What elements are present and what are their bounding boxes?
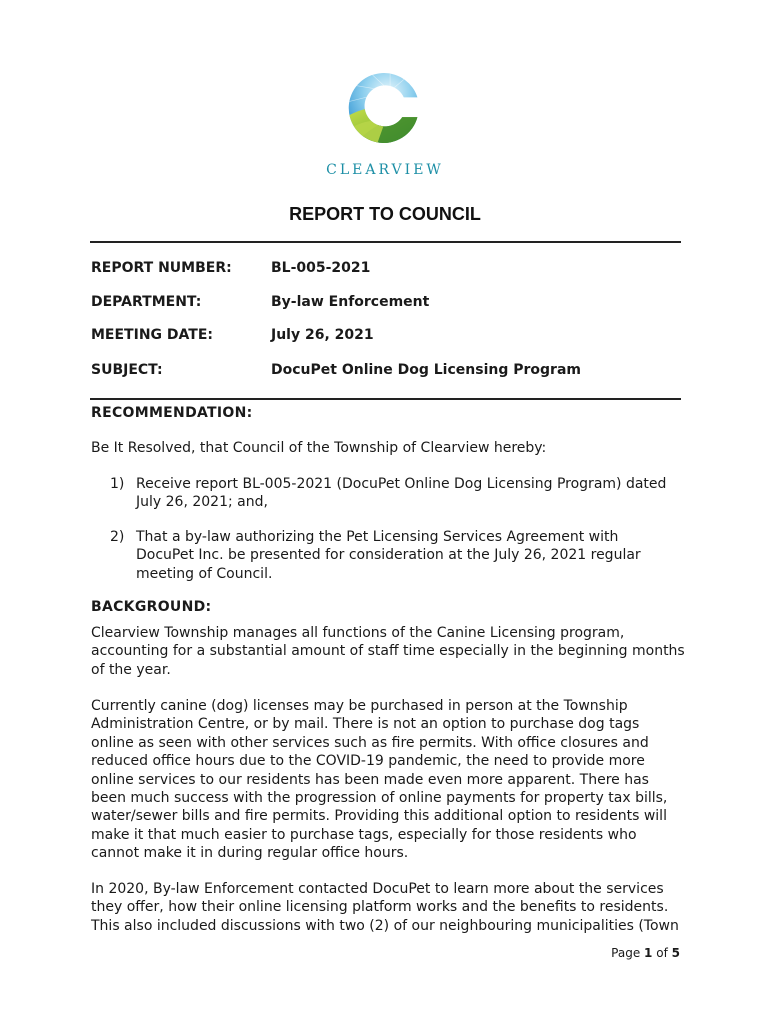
brand-name: CLEARVIEW bbox=[326, 162, 444, 178]
report-title: REPORT TO COUNCIL bbox=[289, 204, 481, 224]
background-heading: BACKGROUND: bbox=[91, 599, 212, 615]
bottom-divider bbox=[90, 398, 681, 400]
background-paragraph: Clearview Township manages all functions of the Canine Licensing program, accounting for a substantial amount of staff time especially in the beginning months of the year. bbox=[91, 625, 685, 678]
page-current: 1 bbox=[644, 946, 653, 960]
top-divider bbox=[90, 241, 681, 243]
meta-value: DocuPet Online Dog Licensing Program bbox=[271, 362, 581, 378]
meta-value: By-law Enforcement bbox=[271, 294, 430, 310]
meta-label: SUBJECT: bbox=[91, 362, 163, 378]
list-number: 1) bbox=[110, 476, 125, 492]
clearview-logo-mark-icon bbox=[346, 70, 422, 146]
background-paragraph: In 2020, By-law Enforcement contacted DocuPet to learn more about the services they offer, how their online licensing platform works and the benefits to residents. This also included discussions with two (2) of our neighbouring municipalities (Town bbox=[91, 881, 679, 934]
of-word: of bbox=[656, 946, 668, 960]
recommendation-heading: RECOMMENDATION: bbox=[91, 405, 253, 421]
page-word: Page bbox=[611, 946, 641, 960]
background-paragraph: Currently canine (dog) licenses may be purchased in person at the Township Administration Centre, or by mail. There is not an option to purchase dog tags online as seen with other services such as fire permits. With office closures and reduced office hours due to the COVID-19 pandemic, the need to provide more online services to our residents has been made even more apparent. There has been much success with the progression of online payments for property tax bills, water/sewer bills and fire permits. Providing this additional option to residents will make it that much easier to purchase tags, especially for those residents who cannot make it in during regular office hours. bbox=[91, 698, 668, 862]
list-number: 2) bbox=[110, 529, 125, 545]
meta-label: MEETING DATE: bbox=[91, 327, 213, 343]
meta-value: July 26, 2021 bbox=[271, 327, 374, 343]
list-text: Receive report BL-005-2021 (DocuPet Online Dog Licensing Program) dated July 26, 2021; and, bbox=[136, 476, 667, 511]
meta-label: DEPARTMENT: bbox=[91, 294, 202, 310]
page-total: 5 bbox=[671, 946, 680, 960]
page-footer bbox=[611, 946, 680, 960]
meta-value: BL-005-2021 bbox=[271, 260, 371, 276]
meta-label: REPORT NUMBER: bbox=[91, 260, 232, 276]
list-text: That a by-law authorizing the Pet Licensing Services Agreement with DocuPet Inc. be presented for consideration at the July 26, 2021 regular meeting of Council. bbox=[136, 529, 641, 582]
recommendation-intro: Be It Resolved, that Council of the Township of Clearview hereby: bbox=[91, 440, 547, 456]
clearview-logo bbox=[346, 70, 422, 146]
